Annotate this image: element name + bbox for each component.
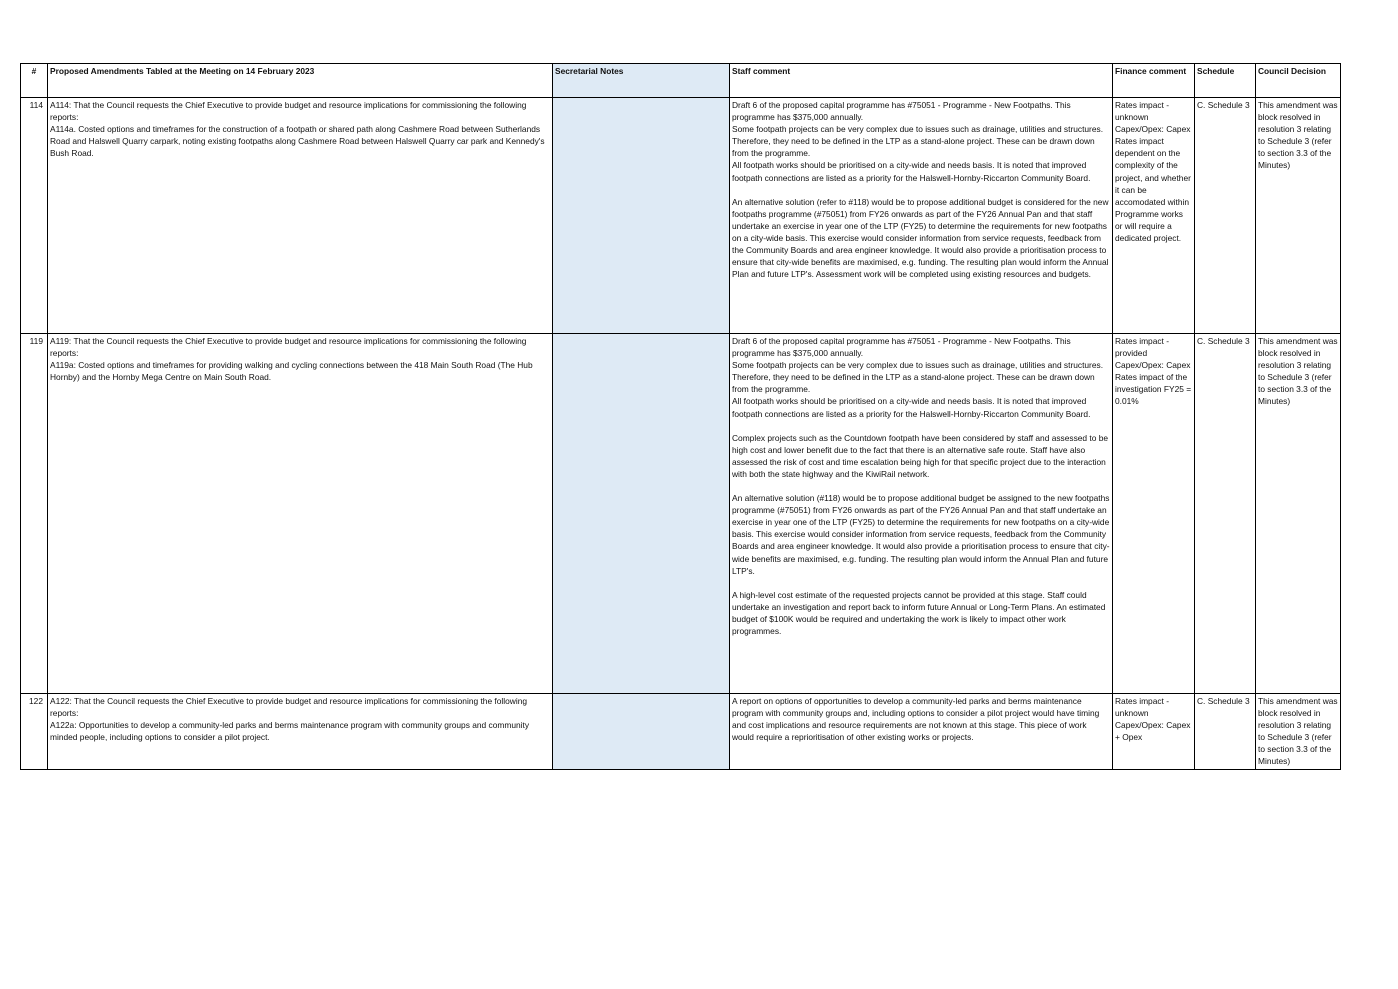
finance-comment-text: Rates impact - unknown Capex/Opex: Capex + Opex — [1115, 696, 1191, 743]
staff-comment-cell — [730, 98, 1113, 334]
secretarial-notes-cell — [553, 334, 730, 694]
staff-comment-paragraph: Complex projects such as the Countdown footpath have been considered by staff and assessed to be high cost and lower benefit due to the fact that there is an alternative safe route. Staff have also assessed the risk of cost and time escalation being high for that specific project due to the interaction with both the state highway and the KiwiRail network. — [732, 432, 1109, 479]
council-decision-cell: This amendment was block resolved in resolution 3 relating to Schedule 3 (refer to section 3.3 of the Minutes) — [1256, 694, 1341, 770]
schedule-cell: C. Schedule 3 — [1195, 334, 1256, 694]
finance-comment-cell — [1113, 334, 1195, 694]
staff-comment-cell — [730, 334, 1113, 694]
finance-comment-text: Rates impact - provided Capex/Opex: Capex Rates impact of the investigation FY25 = 0.01% — [1115, 336, 1192, 407]
secretarial-notes-cell — [553, 694, 730, 770]
amendment-cell — [48, 334, 553, 694]
header-amendment: Proposed Amendments Tabled at the Meeting on 14 February 2023 — [48, 64, 553, 98]
staff-comment-paragraph: A high-level cost estimate of the requested projects cannot be provided at this stage. Staff could undertake an investigation and report back to inform future Annual or Long-Term Plans. An estimated budget of $100K would be required and undertaking the work is likely to impact other work programmes. — [732, 589, 1106, 636]
staff-comment-paragraph: An alternative solution (refer to #118) would be to propose additional budget is considered for the new footpaths programme (#75051) from FY26 onwards as part of the FY26 Annual Pan and that staff undertake an exercise in year one of the LTP (FY25) to determine the requirements for new footpaths on a city-wide basis. This exercise would consider information from service requests, feedback from the Community Boards and area engineer knowledge. It would also provide a prioritisation process to ensure that city-wide benefits are maximised, e.g. funding. The resulting plan would inform the Annual Plan and future LTP's. Assessment work will be completed using existing resources and budgets. — [732, 196, 1109, 280]
amendment-cell — [48, 694, 553, 770]
staff-comment-paragraph: Draft 6 of the proposed capital programme has #75051 - Programme - New Footpaths. This programme has $375,000 annually. Some footpath projects can be very complex due to issues such as drainage, utilities and structures. Therefore, they need to be defined in the LTP as a stand-alone project. These can be drawn down from the programme. All footpath works should be prioritised on a city-wide and needs basis. It is noted that improved footpath connections are listed as a priority for the Halswell-Hornby-Riccarton Community Board. — [732, 100, 1104, 183]
table-row — [21, 334, 1341, 694]
header-council-decision: Council Decision — [1256, 64, 1341, 98]
amendment-text: A119: That the Council requests the Chief Executive to provide budget and resource implications for commissioning the following reports: A119a: Costed options and timeframes for providing walking and cycling connections between the 418 Main South Road (The Hub Hornby) and the Hornby Mega Centre on Main South Road. — [50, 336, 533, 383]
header-row — [21, 64, 1341, 98]
header-secretarial-notes: Secretarial Notes — [553, 64, 730, 98]
secretarial-notes-cell — [553, 98, 730, 334]
council-decision-cell: This amendment was block resolved in resolution 3 relating to Schedule 3 (refer to section 3.3 of the Minutes) — [1256, 98, 1341, 334]
row-number: 114 — [21, 98, 48, 334]
staff-comment-cell — [730, 694, 1113, 770]
header-staff-comment: Staff comment — [730, 64, 1113, 98]
row-number: 122 — [21, 694, 48, 770]
amendments-table — [20, 63, 1341, 770]
staff-comment-paragraph: An alternative solution (#118) would be to propose additional budget be assigned to the new footpaths programme (#75051) from FY26 onwards as part of the FY26 Annual Pan and that staff undertake an exercise in year one of the LTP (FY25) to determine the requirements for new footpaths on a city-wide basis. This exercise would consider information from service requests, feedback from the Community Boards and area engineer knowledge. It would also provide a prioritisation process to ensure that city-wide benefits are maximised, e.g. funding. The resulting plan would inform the Annual Plan and future LTP's. — [732, 493, 1110, 576]
header-finance-comment: Finance comment — [1113, 64, 1195, 98]
finance-comment-cell — [1113, 98, 1195, 334]
header-schedule: Schedule — [1195, 64, 1256, 98]
finance-comment-cell — [1113, 694, 1195, 770]
staff-comment-paragraph: A report on options of opportunities to develop a community-led parks and berms maintenance program with community groups and, including options to consider a pilot project would have timing and cost implications and resource requirements are not known at this stage. This piece of work would require a reprioritisation of other existing works or projects. — [732, 696, 1100, 743]
council-decision-cell: This amendment was block resolved in resolution 3 relating to Schedule 3 (refer to section 3.3 of the Minutes) — [1256, 334, 1341, 694]
finance-comment-text: Rates impact - unknown Capex/Opex: Capex Rates impact dependent on the complexity of the project, and whether it can be accomodated within Programme works or will require a dedicated project. — [1115, 100, 1191, 244]
amendment-text: A114: That the Council requests the Chief Executive to provide budget and resource implications for commissioning the following reports: A114a. Costed options and timeframes for the construction of a footpath or shared path along Cashmere Road between Sutherlands Road and Halswell Quarry carpark, noting existing footpaths along Cashmere Road between Halswell Quarry car park and Kennedy's Bush Road. — [50, 100, 545, 159]
staff-comment-paragraph: Draft 6 of the proposed capital programme has #75051 - Programme - New Footpaths. This programme has $375,000 annually. Some footpath projects can be very complex due to issues such as drainage, utilities and structures. Therefore, they need to be defined in the LTP as a stand-alone project. These can be drawn down from the programme. All footpath works should be prioritised on a city-wide and needs basis. It is noted that improved footpath connections are listed as a priority for the Halswell-Hornby-Riccarton Community Board. — [732, 336, 1104, 419]
schedule-cell: C. Schedule 3 — [1195, 98, 1256, 334]
header-number: # — [21, 64, 48, 98]
amendment-cell — [48, 98, 553, 334]
table-row — [21, 694, 1341, 770]
schedule-cell: C. Schedule 3 — [1195, 694, 1256, 770]
row-number: 119 — [21, 334, 48, 694]
amendment-text: A122: That the Council requests the Chief Executive to provide budget and resource implications for commissioning the following reports: A122a: Opportunities to develop a community-led parks and berms maintenance program with community groups and community minded people, including options to consider a pilot project. — [50, 696, 530, 743]
table-row — [21, 98, 1341, 334]
